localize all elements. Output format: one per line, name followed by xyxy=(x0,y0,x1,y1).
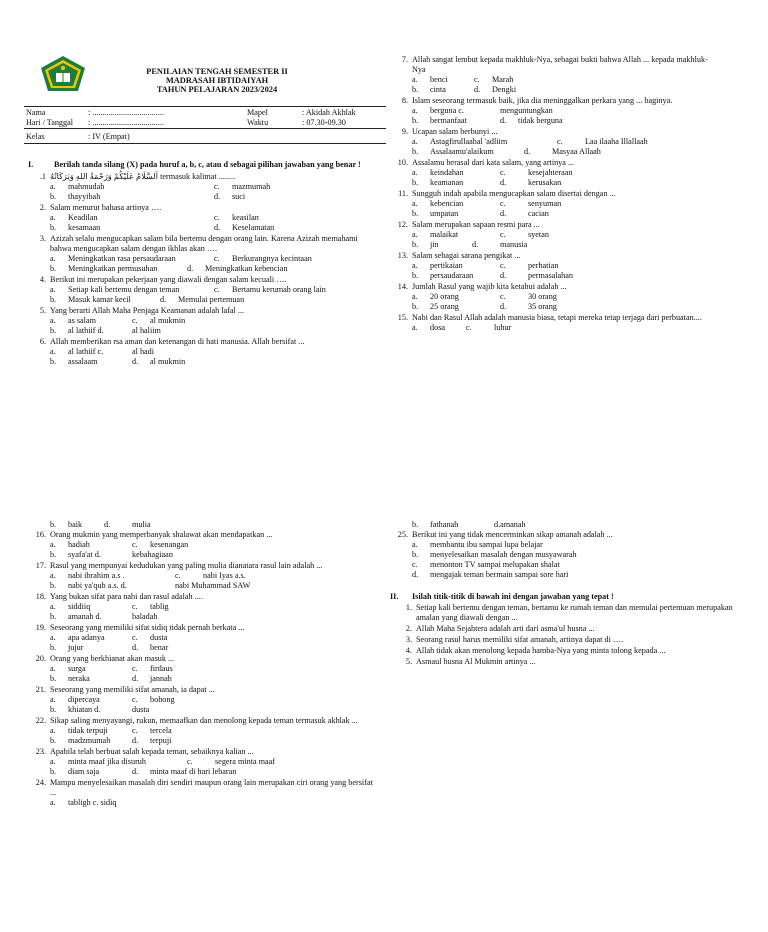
option-2d[interactable]: d. Keselamatan xyxy=(214,223,275,232)
essay-4: 4. Allah tidak akan menolong kepada hamba-Nya yang minta tolong kepada ... xyxy=(405,646,666,655)
option-8b[interactable]: b. bermanfaat xyxy=(412,116,467,125)
option-7d[interactable]: d. Dengki xyxy=(474,85,517,94)
option-15a[interactable]: a. dosa xyxy=(412,323,446,332)
option-3b[interactable]: b. Meningkatkan permusuhan xyxy=(50,264,158,273)
option-8d[interactable]: d. tidak berguna xyxy=(500,116,563,125)
option-5c[interactable]: c. al mukmin xyxy=(132,316,186,325)
title-line-1: PENILAIAN TENGAH SEMESTER II xyxy=(146,67,288,76)
question-1: .1 اَلسَّلَامُ عَلَيْكُمْ وَرَحْمَةُ اللهِ وَبَرَكَاتُهُ termasuk kalimat ........ a. mahmudah c. mazmumah b. thayyibah d. suci xyxy=(28,172,378,202)
option-18a[interactable]: a. siddiiq xyxy=(50,602,91,611)
option-1b[interactable]: b. thayyibah xyxy=(50,192,101,201)
question-2: 2. Salam menurut bahasa artinya …. a. Keadilan c. keasilan b. kesamaan d. Keselamatan xyxy=(28,203,378,233)
option-14a[interactable]: a. 20 orang xyxy=(412,292,459,301)
option-24a[interactable]: a. tabligh c. sidiq xyxy=(50,798,117,807)
essay-3: 3. Seorang rasul harus memiliki sifat amanah, artinya dapat di …. xyxy=(405,635,624,644)
option-11c[interactable]: c. senyuman xyxy=(500,199,562,208)
title-line-2: MADRASAH IBTIDAIYAH xyxy=(165,76,269,86)
option-10c[interactable]: c. kesejahteraan xyxy=(500,168,573,177)
option-18d[interactable]: baladah xyxy=(132,612,158,621)
option-11d[interactable]: d. cacian xyxy=(500,209,549,218)
question-6-continued xyxy=(50,520,378,530)
question-18: 18. Yang bukan sifat para nabi dan rasul adalah .... a. siddiiq c. tablig b. amanah d. baladah xyxy=(35,592,203,621)
option-9c[interactable]: c. Laa ilaaha Illallaah xyxy=(557,137,648,146)
option-8a[interactable]: a. berguna c. xyxy=(412,106,464,115)
option-16d[interactable]: kebahagiaan xyxy=(132,550,173,559)
left-column-bottom xyxy=(28,520,378,809)
question-24: 24. Mampu menyelesaikan masalah diri sendiri maupun orang lain merupakan ciri orang yang bersifat ... a. tabligh c. sidiq xyxy=(35,778,373,807)
meta-waktu-value: : 07.30-09.30 xyxy=(302,118,346,127)
option-12a[interactable]: a. malaikat xyxy=(412,230,459,239)
meta-hari-value[interactable]: : ................................... xyxy=(88,118,164,127)
essay-5: 5. Asmaul husna Al Mukmin artinya ... xyxy=(405,657,536,666)
question-13: 13. Salam sebagai sarana pengikat ... a. pertikaian c. perhatian b. persaudaraan d. permasalahan xyxy=(390,251,740,281)
left-column-top xyxy=(28,160,378,368)
question-7: 7. Allah sangat lembut kepada makhluk-Nya, sebagai bukti bahwa Allah ... kepada makhluk- Nya a. benci c. Marah b. cinta d. Dengki xyxy=(401,55,708,94)
section-2-instruction: II. Isilah titik-titik di bawah ini dengan jawaban yang tepat ! xyxy=(390,592,614,601)
essay-list xyxy=(394,603,740,667)
question-4: 4. Berikut ini merupakan pekerjaan yang diawali dengan salam kecuali …. a. Setiap kali bertemu dengan teman c. Bertamu kerumah orang lain b. Masuk kamar kecil d. Memulai pertemuan xyxy=(28,275,378,305)
section-1-instruction: I. Berilah tanda silang (X) pada huruf a, b, c, atau d sebagai pilihan jawaban yang benar ! xyxy=(28,160,361,169)
option-12c[interactable]: c. syetan xyxy=(500,230,549,239)
option-22d[interactable]: d. terpuji xyxy=(132,736,172,745)
essay-1: 1. Setiap kali bertemu dengan teman, bertamu ke rumah teman dan memulai pertemuan merupakan amalan yang diawali dengan ... xyxy=(405,603,733,622)
option-4b[interactable]: b. Masuk kamar kecil xyxy=(50,295,131,304)
option-21d[interactable]: dusta xyxy=(132,705,150,714)
option-19c[interactable]: c. dusta xyxy=(132,633,168,642)
question-22: 22. Sikap saling menyayangi, rukun, memaafkan dan menolong kepada teman termasuk akhlak ... a. tidak terpuji c. tercela b. madzmumah d. terpuji xyxy=(35,716,358,745)
option-1c[interactable]: c. mazmumah xyxy=(214,182,271,191)
question-17: 17. Rasul yang mempunyai kedudukan yang paling mulia dianatara rasul lain adalah ... a. nabi ibrahim a.s . c. nabi Iyas a.s. b. nabi ya'qub a.s. d. nabi Muhammad SAW xyxy=(35,561,323,590)
meta-waktu-label: Waktu xyxy=(247,118,269,127)
option-3d[interactable]: d. Meningkatkan kebencian xyxy=(187,264,288,273)
option-18c[interactable]: c. tablig xyxy=(132,602,169,611)
option-4a[interactable]: a. Setiap kali bertemu dengan teman xyxy=(50,285,180,294)
option-14c[interactable]: c. 30 orang xyxy=(500,292,557,301)
option-20c[interactable]: c. firdaus xyxy=(132,664,173,673)
option-4c[interactable]: c. Bertamu kerumah orang lain xyxy=(214,285,326,294)
option-16a[interactable]: a. hadiah xyxy=(50,540,90,549)
option-20b[interactable]: b. neraka xyxy=(50,674,90,683)
option-25d[interactable]: d. mengajak teman bermain sampai sore hari xyxy=(412,570,569,579)
option-10d[interactable]: d. kerusakan xyxy=(500,178,562,187)
option-17a[interactable]: a. nabi ibrahim a.s . xyxy=(50,571,125,580)
option-7b[interactable]: b. cinta xyxy=(412,85,446,94)
option-13b[interactable]: b. persaudaraan xyxy=(412,271,474,280)
option-11a[interactable]: a. kebencian xyxy=(412,199,464,208)
question-16: 16. Orang mukmin yang memperbanyak shalawat akan mendapatkan ... a. hadiah c. kesenangan b. syafa'at d. kebahagiaan xyxy=(35,530,273,559)
question-15-continued xyxy=(412,520,740,530)
question-9: 9. Ucapan salam berbunyi ... a. Astagfirullaahal 'adliim c. Laa ilaaha Illallaah b. Assalaamu'alaikum d. Masyaa Allaah xyxy=(390,127,740,157)
question-19: 19. Seseorang yang memiliki sifat sidiq tidak pernah berkata ... a. apa adanya c. dusta b. jujur d. benar xyxy=(35,623,245,652)
option-3a[interactable]: a. Meningkatkan rasa persaudaraan xyxy=(50,254,176,263)
question-5: 5. Yang berarti Allah Maha Penjaga Keamanan adalah lafal ... a. as salam c. al mukmin b. al lathiif d. al haliim xyxy=(39,306,245,335)
option-17d[interactable]: nabi Muhammad SAW xyxy=(175,581,251,590)
meta-nama-value[interactable]: : ................................... xyxy=(88,108,164,117)
header-rule-top xyxy=(24,106,386,107)
question-20: 20. Orang yang berkhianat akan masuk ... a. surga c. firdaus b. neraka d. jannah xyxy=(28,654,378,684)
option-9d[interactable]: d. Masyaa Allaah xyxy=(524,147,601,156)
option-12d[interactable]: d. manusia xyxy=(472,240,528,249)
right-column-bottom xyxy=(390,520,740,668)
option-14b[interactable]: b. 25 orang xyxy=(412,302,459,311)
option-17b[interactable]: b. nabi ya'qub a.s. d. xyxy=(50,581,127,590)
meta-hari-label: Hari / Tanggal xyxy=(26,118,74,127)
option-2a[interactable]: a. Keadilan xyxy=(50,213,98,222)
option-25b[interactable]: b. menyelesaikan masalah dengan musyawarah xyxy=(412,550,577,559)
meta-kelas-label: Kelas xyxy=(26,132,45,141)
option-13d[interactable]: d. permasalahan xyxy=(500,271,574,280)
option-1d[interactable]: d. suci xyxy=(214,192,246,201)
option-2c[interactable]: c. keasilan xyxy=(214,213,259,222)
option-15d[interactable]: d.amanah xyxy=(494,520,526,529)
option-20d[interactable]: d. jannah xyxy=(132,674,172,683)
option-23d[interactable]: d. minta maaf di hari lebaran xyxy=(132,767,237,776)
question-14: 14. Jumlah Rasul yang wajib kita ketahui adalah ... a. 20 orang c. 30 orang b. 25 orang d. 35 orang xyxy=(397,282,567,311)
option-15b[interactable]: b. fathanah xyxy=(412,520,459,529)
option-14d[interactable]: d. 35 orang xyxy=(500,302,557,311)
option-18b[interactable]: b. amanah d. xyxy=(50,612,102,621)
option-10a[interactable]: a. keindahan xyxy=(412,168,464,177)
option-13a[interactable]: a. pertikaian xyxy=(412,261,463,270)
meta-mapel-label: Mapel xyxy=(247,108,268,117)
option-21a[interactable]: a. dipercaya xyxy=(50,695,100,704)
option-21c[interactable]: c. bohong xyxy=(132,695,175,704)
option-2b[interactable]: b. kesamaan xyxy=(50,223,101,232)
question-23: 23. Apabila telah berbuat salah kepada teman, sebaiknya kalian ... a. minta maaf jika disuruh c. segera minta maaf b. diam saja d. minta maaf di hari lebaran xyxy=(28,747,378,777)
question-12: 12. Salam merupakan sapaan resmi para ... a. malaikat c. syetan b. jin d. manusia xyxy=(390,220,740,250)
header-rule-bottom xyxy=(24,143,386,144)
option-6c[interactable]: al hadi xyxy=(132,347,155,356)
option-6b-cont[interactable]: b. baik xyxy=(50,520,83,529)
option-5b[interactable]: b. al lathiif d. xyxy=(50,326,104,335)
option-21b[interactable]: b. khiatan d. xyxy=(50,705,101,714)
essay-2: 2. Allah Maha Sejahtera adalah arti dari asma'ul husna ... xyxy=(405,624,595,633)
right-column-top xyxy=(390,55,740,334)
option-7c[interactable]: c. Marah xyxy=(474,75,514,84)
option-22c[interactable]: c. tercela xyxy=(132,726,172,735)
option-12b[interactable]: b. jin xyxy=(412,240,439,249)
title-line-3: TAHUN PELAJARAN 2023/2024 xyxy=(156,85,278,95)
option-16b[interactable]: b. syafa'at d. xyxy=(50,550,101,559)
option-1a[interactable]: a. mahmudah xyxy=(50,182,105,191)
option-13c[interactable]: c. perhatian xyxy=(500,261,559,270)
option-5a[interactable]: a. as salam xyxy=(50,316,96,325)
option-4d[interactable]: d. Memulai pertemuan xyxy=(160,295,245,304)
option-6a[interactable]: a. al lathiif c. xyxy=(50,347,104,356)
question-6: 6. Allah memberikan rsa aman dan ketenangan di hati manusia. Allah bersifat ... a. al lathiif c. al hadi b. assalaam d. al mukmin xyxy=(39,337,305,366)
meta-nama-label: Nama xyxy=(26,108,46,117)
option-7a[interactable]: a. benci xyxy=(412,75,448,84)
option-23c[interactable]: c. segera minta maaf xyxy=(187,757,276,766)
option-22a[interactable]: a. tidak terpuji xyxy=(50,726,108,735)
option-25a[interactable]: a. membantu ibu sampai lupa belajar xyxy=(412,540,543,549)
option-6b[interactable]: b. assalaam xyxy=(50,357,98,366)
option-23b[interactable]: b. diam saja xyxy=(50,767,100,776)
option-25c[interactable]: c. menonton TV sampai melupakan shalat xyxy=(412,560,560,569)
ministry-logo-icon xyxy=(38,55,88,93)
question-8: 8. Islam seseorang termasuk baik, jika dia meninggalkan perkara yang ... baginya. a. berguna c. menguntungkan b. bermanfaat d. tidak berguna xyxy=(401,96,673,125)
option-20a[interactable]: a. surga xyxy=(50,664,86,673)
question-15: 15. Nabi dan Rasul Allah adalah manusia biasa, tetapi mereka tetap terjaga dari perbuatan.... a. dosa c. luhur xyxy=(397,313,702,332)
option-5d[interactable]: al haliim xyxy=(132,326,161,335)
question-25: 25. Berikut ini yang tidak mencerminkan sikap amanah adalah ... a. membantu ibu sampai lupa belajar b. menyelesaikan masalah dengan musyawarah c. menonton TV sampai melupakan shalat d. mengajak teman bermain sampai sore hari xyxy=(390,530,740,580)
option-19a[interactable]: a. apa adanya xyxy=(50,633,105,642)
option-8c[interactable]: menguntungkan xyxy=(500,106,553,115)
question-21: 21. Seseorang yang memiliki sifat amanah, ia dapat ... a. dipercaya c. bohong b. khiatan d. dusta xyxy=(35,685,215,714)
meta-mapel-value: : Akidah Akhlak xyxy=(302,108,356,117)
question-3: 3. Azizah selalu mengucapkan salam bila bertemu dengan orang lain. Karena Azizah memahami bahwa mengucapkan salam dengan ikhlas akan …. a. Meningkatkan rasa persaudaraan c. Berkurangnya kecintaan b. Meningkatkan permusuhan d. Meningkatkan kebencian xyxy=(39,234,358,273)
option-23a[interactable]: a. minta maaf jika disuruh xyxy=(50,757,146,766)
option-6d-cont[interactable]: d. mulia xyxy=(104,520,151,529)
exam-title xyxy=(132,67,302,94)
question-10: 10. Assalamu berasal dari kata salam, yang artinya ... a. keindahan c. kesejahteraan b. keamanan d. kerusakan xyxy=(390,158,740,188)
header-rule-mid xyxy=(24,128,386,129)
option-10b[interactable]: b. keamanan xyxy=(412,178,464,187)
option-22b[interactable]: b. madzmumah xyxy=(50,736,111,745)
option-11b[interactable]: b. umpatan xyxy=(412,209,459,218)
question-11: 11. Sungguh indah apabila mengucapkan salam disertai dengan ... a. kebencian c. senyuman b. umpatan d. cacian xyxy=(398,189,616,218)
option-19d[interactable]: d. benar xyxy=(132,643,169,652)
meta-kelas-value: : IV (Empat) xyxy=(88,132,130,141)
option-19b[interactable]: b. jujur xyxy=(50,643,84,652)
option-9a[interactable]: a. Astagfirullaahal 'adliim xyxy=(412,137,508,146)
option-16c[interactable]: c. kesenangan xyxy=(132,540,189,549)
option-15c[interactable]: c. luhur xyxy=(466,323,512,332)
option-17c[interactable]: c. nabi Iyas a.s. xyxy=(175,571,246,580)
option-9b[interactable]: b. Assalaamu'alaikum xyxy=(412,147,494,156)
option-3c[interactable]: c. Berkurangnya kecintaan xyxy=(214,254,312,263)
option-6d[interactable]: d. al mukmin xyxy=(132,357,186,366)
